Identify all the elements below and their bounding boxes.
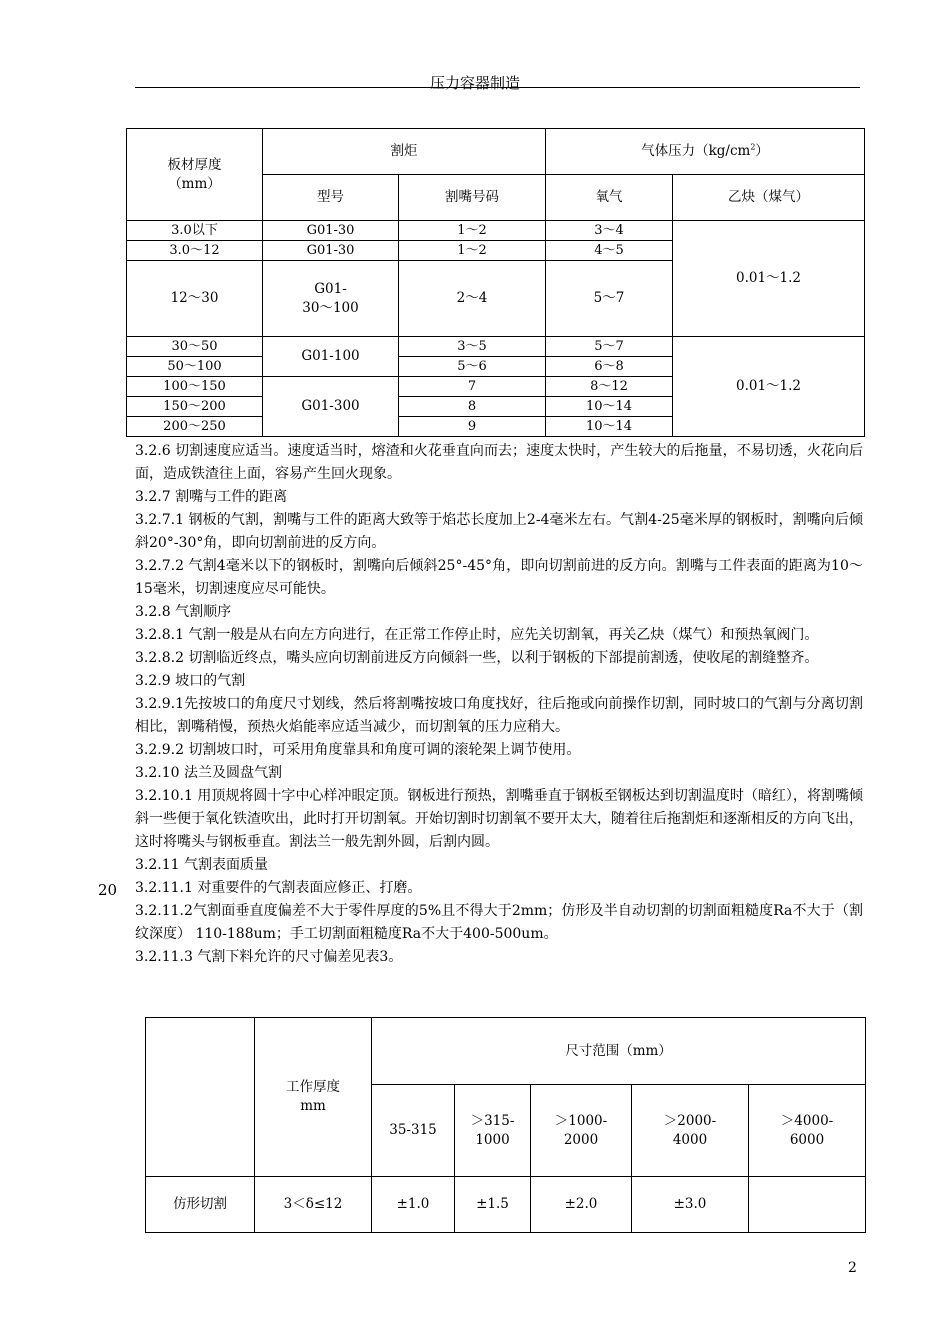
- paragraph-3-2-9-1: 3.2.9.1先按坡口的角度尺寸划线，然后将割嘴按坡口角度找好，往后拖或向前操作切割，同时坡口的气割与分离切割相比，割嘴稍慢，预热火焰能率应适当减少，而切割氧的压力应稍大。: [135, 696, 863, 735]
- row5-oxygen: 6～8: [546, 357, 673, 377]
- row2-model: G01-30: [263, 241, 399, 261]
- row8-nozzle: 9: [399, 417, 546, 437]
- header-gas-pressure-label: 气体压力（kg/cm: [641, 143, 751, 159]
- tolerance-table: [145, 1017, 866, 1233]
- range-3-line2: 2000: [563, 1131, 599, 1148]
- body-text: [135, 440, 863, 969]
- paragraph-3-2-6: 3.2.6 切割速度应适当。速度适当时，熔渣和火花垂直向而去；速度太快时，产生较大的后拖量，不易切透，火花向后面，造成铁渣往上面，容易产生回火现象。: [135, 443, 863, 482]
- row6-oxygen: 8～12: [546, 377, 673, 397]
- row4-thickness: 30～50: [127, 337, 263, 357]
- tolerance-value-1: ±1.0: [372, 1177, 455, 1233]
- acetylene-group2: 0.01～1.2: [673, 337, 865, 437]
- row8-oxygen: 10～14: [546, 417, 673, 437]
- range-5-line1: ＞4000-: [780, 1112, 834, 1129]
- range-2-line1: ＞315-: [470, 1112, 515, 1129]
- range-2-line2: 1000: [475, 1131, 510, 1148]
- range-3: [531, 1085, 632, 1177]
- header-divider: [135, 87, 860, 88]
- row1-nozzle: 1～2: [399, 221, 546, 241]
- header-size-range: 尺寸范围（mm）: [372, 1018, 866, 1085]
- heading-3-2-11: 3.2.11 气割表面质量: [135, 857, 268, 873]
- heading-3-2-10: 3.2.10 法兰及圆盘气割: [135, 765, 282, 781]
- paragraph-3-2-7-2: 3.2.7.2 气割4毫米以下的钢板时，割嘴向后倾斜25°-45°角，即向切割前进的反方向。割嘴与工件表面的距离为10～15毫米，切割速度应尽可能快。: [135, 558, 863, 597]
- paragraph-3-2-8-1: 3.2.8.1 气割一般是从右向左方向进行，在正常工作停止时，应先关切割氧，再关乙炔（煤气）和预热氧阀门。: [135, 627, 819, 643]
- header-oxygen: 氧气: [546, 175, 673, 221]
- range-4: [632, 1085, 749, 1177]
- torch-parameter-table: [126, 128, 865, 437]
- row6-thickness: 100～150: [127, 377, 263, 397]
- paragraph-3-2-9-2: 3.2.9.2 切割坡口时，可采用角度靠具和角度可调的滚轮架上调节使用。: [135, 742, 581, 758]
- heading-3-2-8: 3.2.8 气割顺序: [135, 604, 232, 620]
- range-5-line2: 6000: [789, 1131, 825, 1148]
- row7-oxygen: 10～14: [546, 397, 673, 417]
- acetylene-group1: 0.01～1.2: [673, 221, 865, 337]
- row6-model: G01-300: [263, 377, 399, 437]
- header-thickness-label: 板材厚度: [167, 156, 222, 173]
- tolerance-corner-cell: [146, 1018, 255, 1177]
- header-gas-pressure-end: ）: [755, 143, 769, 159]
- tolerance-value-2: ±1.5: [455, 1177, 531, 1233]
- range-1-line1: 35-315: [389, 1122, 437, 1138]
- header-gas-pressure-sup: 2: [750, 142, 756, 152]
- row1-oxygen: 3～4: [546, 221, 673, 241]
- row7-nozzle: 8: [399, 397, 546, 417]
- row5-thickness: 50～100: [127, 357, 263, 377]
- header-model: 型号: [263, 175, 399, 221]
- page-number: 2: [848, 1260, 857, 1276]
- tolerance-value-4: ±3.0: [632, 1177, 749, 1233]
- row7-thickness: 150～200: [127, 397, 263, 417]
- heading-3-2-7: 3.2.7 割嘴与工件的距离: [135, 489, 288, 505]
- row4-oxygen: 5～7: [546, 337, 673, 357]
- row2-thickness: 3.0～12: [127, 241, 263, 261]
- row3-thickness: 12～30: [127, 261, 263, 337]
- paragraph-3-2-7-1: 3.2.7.1 钢板的气割，割嘴与工件的距离大致等于焰芯长度加上2-4毫米左右。气割4-25毫米厚的钢板时，割嘴向后倾斜20°-30°角，即向切割前进的反方向。: [135, 512, 863, 551]
- paragraph-3-2-10-1: 3.2.10.1 用顶规将圆十字中心样冲眼定顶。钢板进行预热，割嘴垂直于钢板至钢板达到切割温度时（暗红），将割嘴倾斜一些便于氧化铁渣吹出，此时打开切割氧。开始切割时切割氧不要开太大，随着往后拖割炬和逐渐相反的方向飞出，这时将嘴头与钢板垂直。割法兰一般先割外圆，后割内圆。: [135, 788, 863, 850]
- tolerance-value-3: ±2.0: [531, 1177, 632, 1233]
- row8-thickness: 200～250: [127, 417, 263, 437]
- row-label-profile-cutting: 仿形切割: [146, 1177, 255, 1233]
- row3-nozzle: 2～4: [399, 261, 546, 337]
- header-thickness-unit: （mm）: [168, 175, 221, 192]
- range-4-line2: 4000: [672, 1131, 708, 1148]
- header-gas-pressure: [546, 129, 865, 175]
- row3-model: [263, 261, 399, 337]
- row-thickness-value: 3＜δ≤12: [255, 1177, 372, 1233]
- header-nozzle: 割嘴号码: [399, 175, 546, 221]
- range-3-line1: ＞1000-: [554, 1112, 608, 1129]
- range-4-line1: ＞2000-: [663, 1112, 717, 1129]
- row1-model: G01-30: [263, 221, 399, 241]
- heading-3-2-9: 3.2.9 坡口的气割: [135, 673, 246, 689]
- row2-oxygen: 4～5: [546, 241, 673, 261]
- row5-nozzle: 5～6: [399, 357, 546, 377]
- header-thickness: [127, 129, 263, 221]
- paragraph-3-2-11-3: 3.2.11.3 气割下料允许的尺寸偏差见表3。: [135, 949, 403, 965]
- range-2: [455, 1085, 531, 1177]
- paragraph-3-2-8-2: 3.2.8.2 切割临近终点，嘴头应向切割前进反方向倾斜一些，以利于钢板的下部提前割透，使收尾的割缝整齐。: [135, 650, 819, 666]
- header-acetylene: 乙炔（煤气）: [673, 175, 865, 221]
- header-work-thickness-label: 工作厚度: [286, 1079, 340, 1095]
- row6-nozzle: 7: [399, 377, 546, 397]
- row4-model: G01-100: [263, 337, 399, 377]
- row3-model-line1: G01-: [314, 280, 347, 297]
- header-torch: 割炬: [263, 129, 546, 175]
- row1-thickness: 3.0以下: [127, 221, 263, 241]
- margin-number: 20: [98, 881, 118, 899]
- header-work-thickness-unit: mm: [300, 1098, 326, 1114]
- range-5: [749, 1085, 866, 1177]
- paragraph-3-2-11-1: 3.2.11.1 对重要件的气割表面应修正、打磨。: [135, 880, 422, 896]
- paragraph-3-2-11-2: 3.2.11.2气割面垂直度偏差不大于零件厚度的5%且不得大于2mm；仿形及半自动切割的切割面粗糙度Ra不大于（割纹深度） 110-188um；手工切割面粗糙度Ra不大于400-500um。: [135, 903, 863, 942]
- row3-oxygen: 5～7: [546, 261, 673, 337]
- row3-model-line2: 30～100: [302, 299, 359, 316]
- header-work-thickness: [255, 1018, 372, 1177]
- range-1: [372, 1085, 455, 1177]
- row4-nozzle: 3～5: [399, 337, 546, 357]
- tolerance-value-5: [749, 1177, 866, 1233]
- page-header-title: 压力容器制造: [429, 74, 520, 92]
- row2-nozzle: 1～2: [399, 241, 546, 261]
